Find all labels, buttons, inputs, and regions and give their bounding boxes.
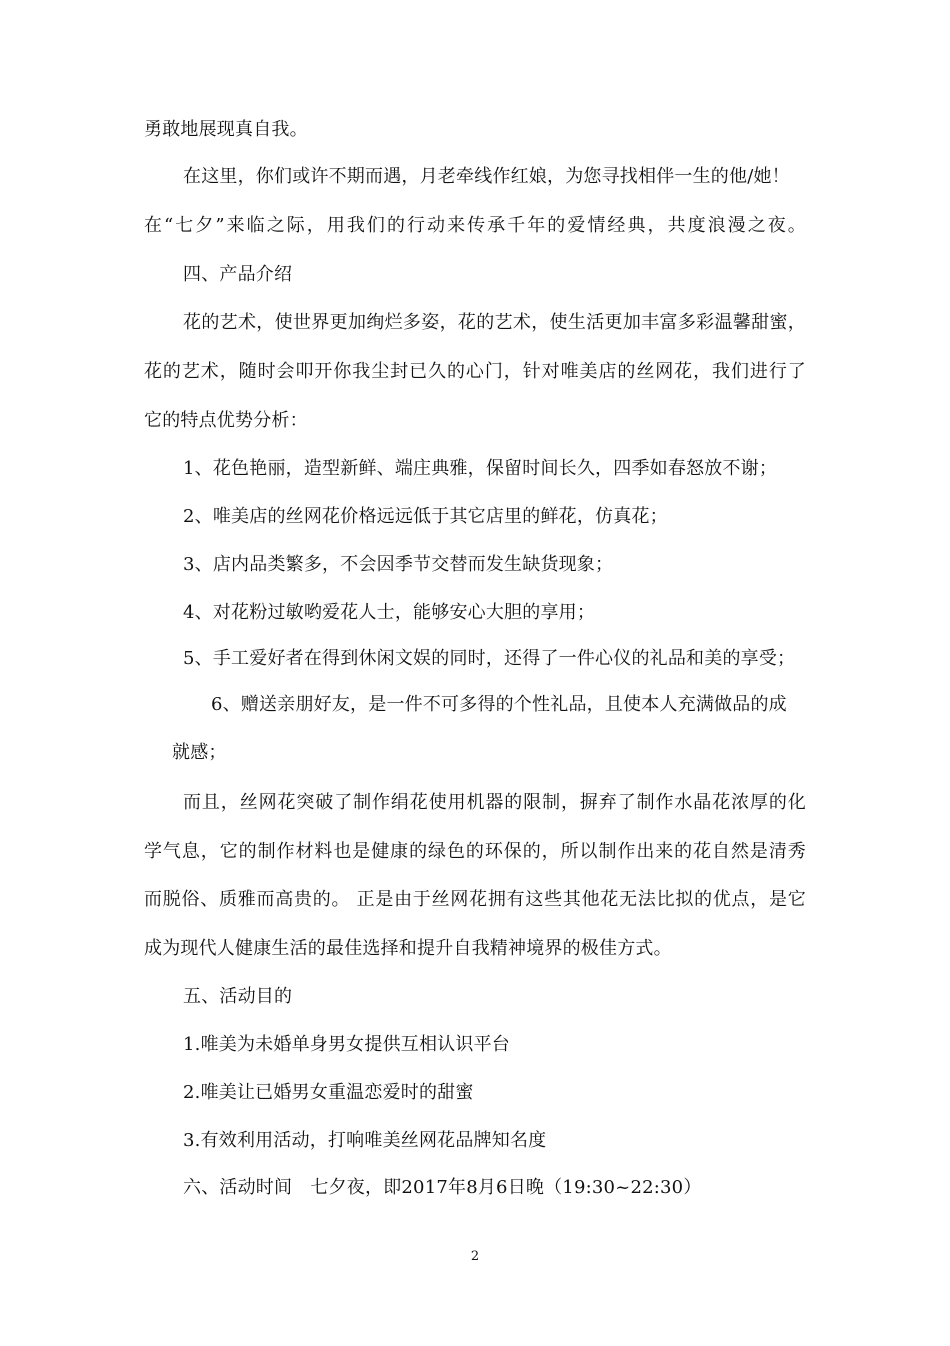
list-item: 2.唯美让已婚男女重温恋爱时的甜蜜	[183, 1082, 474, 1103]
list-item: 1、花色艳丽，造型新鲜、端庄典雅，保留时间长久，四季如春怒放不谢；	[183, 458, 778, 479]
page-number: 2	[470, 1249, 480, 1264]
text-line: 而脱俗、质雅而高贵的。 正是由于丝网花拥有这些其他花无法比拟的优点，是它	[144, 889, 806, 910]
text-line: 在这里，你们或许不期而遇，月老牵线作红娘，为您寻找相伴一生的他/她！	[183, 166, 790, 187]
section-heading: 四、产品介绍	[183, 264, 293, 285]
list-item: 2、唯美店的丝网花价格远远低于其它店里的鲜花，仿真花；	[183, 506, 668, 527]
text-line: 勇敢地展现真自我。	[144, 119, 308, 140]
section-heading: 五、活动目的	[183, 986, 293, 1007]
list-item: 3、店内品类繁多，不会因季节交替而发生缺货现象；	[183, 554, 614, 575]
list-item: 5、手工爱好者在得到休闲文娱的同时，还得了一件心仪的礼品和美的享受；	[183, 648, 796, 669]
text-line: 成为现代人健康生活的最佳选择和提升自我精神境界的极佳方式。	[144, 938, 672, 959]
text-line: 而且，丝网花突破了制作绢花使用机器的限制，摒弃了制作水晶花浓厚的化	[183, 792, 806, 813]
section-heading: 六、活动时间 七夕夜，即2017年8月6日晚（19:30~22:30）	[183, 1177, 702, 1198]
text-line: 它的特点优势分析：	[144, 410, 308, 431]
text-line: 花的艺术，随时会叩开你我尘封已久的心门，针对唯美店的丝网花，我们进行了	[144, 361, 806, 382]
text-line: 花的艺术，使世界更加绚烂多姿，花的艺术，使生活更加丰富多彩温馨甜蜜，	[183, 312, 806, 333]
list-item: 6、赠送亲朋好友，是一件不可多得的个性礼品，且使本人充满做品的成	[211, 694, 787, 715]
list-item: 1.唯美为未婚单身男女提供互相认识平台	[183, 1034, 510, 1055]
list-item-continuation: 就感；	[172, 742, 227, 763]
list-item: 3.有效利用活动，打响唯美丝网花品牌知名度	[183, 1130, 547, 1151]
text-line: 学气息，它的制作材料也是健康的绿色的环保的，所以制作出来的花自然是清秀	[144, 841, 806, 862]
text-line: 在“七夕”来临之际，用我们的行动来传承千年的爱情经典，共度浪漫之夜。	[144, 215, 806, 236]
list-item: 4、对花粉过敏哟爱花人士，能够安心大胆的享用；	[183, 602, 596, 623]
